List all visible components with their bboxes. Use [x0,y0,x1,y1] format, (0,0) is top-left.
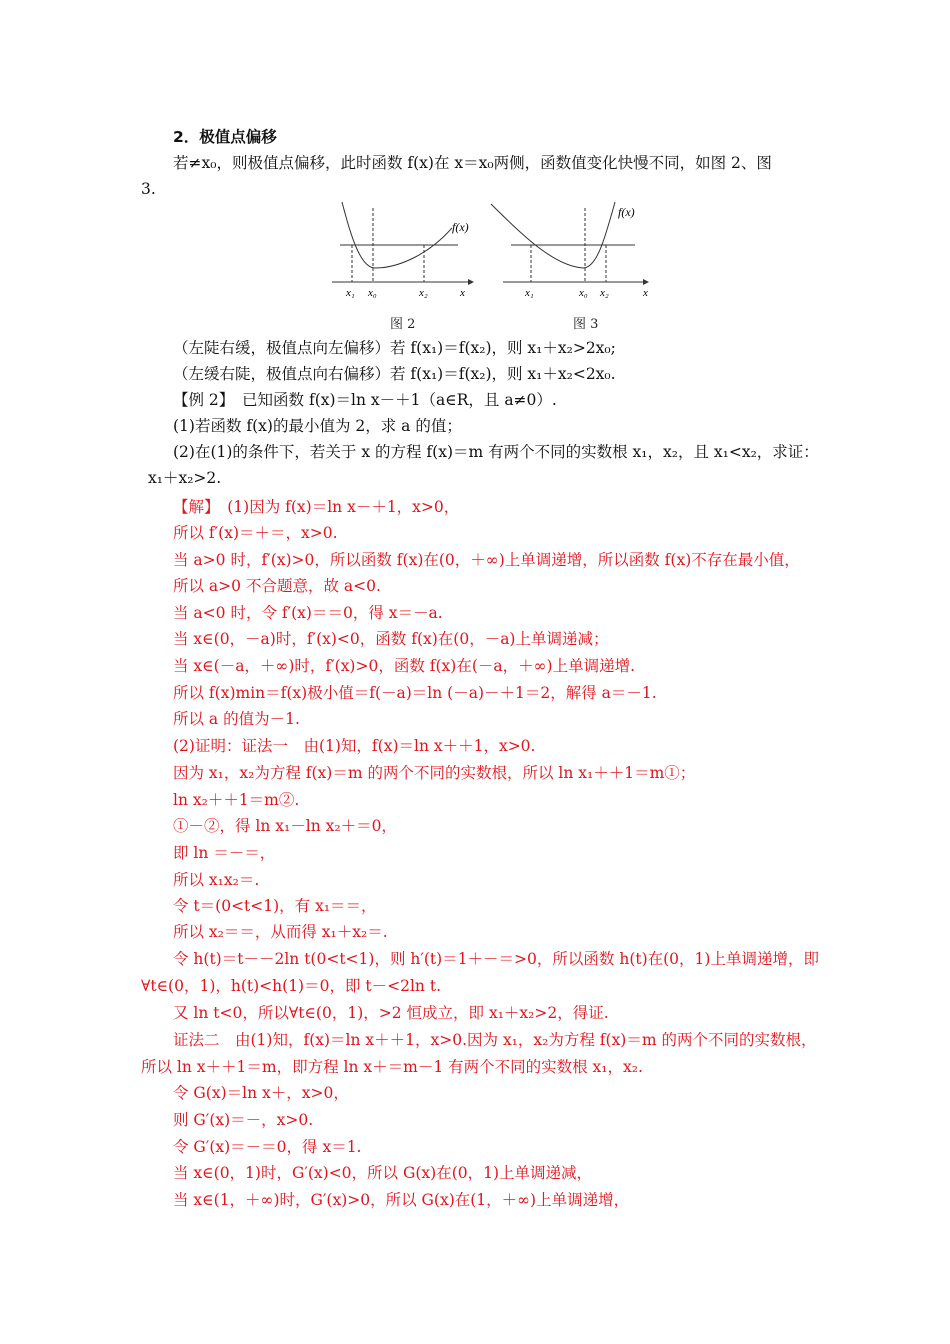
solution-line: (2)证明：证法一 由(1)知，f(x)＝ln x＋＋1，x>0. [173,737,536,755]
question-2-line-2: x₁＋x₂>2. [148,469,222,487]
solution-line: 当 a>0 时，f′(x)>0，所以函数 f(x)在(0，＋∞)上单调递增，所以函数 f(x)不存在最小值， [173,551,800,569]
solution-line: 令 G′(x)＝－＝0，得 x＝1. [173,1138,362,1156]
section-heading: 2．极值点偏移 [173,128,277,146]
curve-f [491,202,615,268]
example-title: 【例 2】 已知函数 f(x)＝ln x－＋1（a∈R，且 a≠0）. [173,391,557,409]
figure-2-graph [330,198,480,308]
axis-label-x: x [643,287,648,299]
figure-3-caption: 图 3 [573,317,599,332]
solution-line: 当 x∈(0，1)时，G′(x)<0，所以 G(x)在(0，1)上单调递减， [173,1164,593,1182]
axis-label-x: x [460,287,465,299]
solution-line: 所以 x₂＝＝，从而得 x₁＋x₂＝. [173,923,388,941]
curve-label: f(x) [452,220,469,234]
solution-line: 所以 a 的值为－1. [173,710,300,728]
solution-line: 令 t＝(0<t<1)，有 x₁＝＝， [173,897,377,915]
solution-line: 当 x∈(－a，＋∞)时，f′(x)>0，函数 f(x)在(－a，＋∞)上单调递增. [173,657,636,675]
solution-line: 即 ln ＝－＝， [173,844,276,862]
intro-line-1: 若≠x₀，则极值点偏移，此时函数 f(x)在 x＝x₀两侧，函数值变化快慢不同，如图 2、图 [173,154,772,172]
solution-line: ln x₂＋＋1＝m②. [173,791,300,809]
x-axis-arrow [643,279,649,285]
curve-label: f(x) [618,205,635,219]
solution-line: 所以 a>0 不合题意，故 a<0. [173,577,381,595]
solution-line: 所以 f(x)min＝f(x)极小值＝f(－a)＝ln (－a)－＋1＝2，解得 a＝－1. [173,684,657,702]
figure-2-caption: 图 2 [390,317,416,332]
solution-line: 所以 x₁x₂＝. [173,871,260,889]
solution-line: 【解】 (1)因为 f(x)＝ln x－＋1，x>0， [173,498,460,516]
tick-x2: x₂ [419,287,428,299]
question-2-line-1: (2)在(1)的条件下，若关于 x 的方程 f(x)＝m 有两个不同的实数根 x₁，x₂，且 x₁<x₂，求证： [173,443,819,461]
tick-x1: x₁ [525,287,534,299]
x-axis-arrow [468,279,474,285]
solution-line: 当 x∈(0，－a)时，f′(x)<0，函数 f(x)在(0，－a)上单调递减； [173,630,609,648]
rule-right-steep: （左缓右陡，极值点向右偏移）若 f(x₁)＝f(x₂)，则 x₁＋x₂<2x₀. [173,365,616,383]
solution-line: 因为 x₁，x₂为方程 f(x)＝m 的两个不同的实数根，所以 ln x₁＋＋1＝m①； [173,764,696,782]
question-1: (1)若函数 f(x)的最小值为 2，求 a 的值； [173,417,462,435]
solution-line: 当 a<0 时，令 f′(x)＝＝0，得 x＝－a. [173,604,443,622]
solution-line: ∀t∈(0，1)，h(t)<h(1)＝0，即 t－<2ln t. [141,977,441,995]
tick-x1: x₁ [346,287,355,299]
solution-line: 所以 ln x＋＋1＝m，即方程 ln x＋＝m－1 有两个不同的实数根 x₁，x₂. [141,1058,643,1076]
tick-x2: x₂ [600,287,609,299]
rule-left-steep: （左陡右缓，极值点向左偏移）若 f(x₁)＝f(x₂)，则 x₁＋x₂>2x₀; [173,339,616,357]
tick-x0: x₀ [368,287,377,299]
tick-x0: x₀ [579,287,588,299]
solution-line: ①－②，得 ln x₁－ln x₂＋＝0， [173,817,397,835]
solution-line: 又 ln t<0，所以∀t∈(0，1)，>2 恒成立，即 x₁＋x₂>2，得证. [173,1004,609,1022]
intro-line-2: 3. [141,180,156,198]
solution-line: 当 x∈(1，＋∞)时，G′(x)>0，所以 G(x)在(1，＋∞)上单调递增， [173,1191,630,1209]
solution-line: 则 G′(x)＝－，x>0. [173,1111,314,1129]
solution-line: 所以 f′(x)＝＋＝，x>0. [173,524,338,542]
solution-line: 令 h(t)＝t－－2ln t(0<t<1)，则 h′(t)＝1＋－＝>0，所以函数 h(t)在(0，1)上单调递增，即 [173,950,819,968]
curve-f [342,202,452,268]
solution-line: 证法二 由(1)知，f(x)＝ln x＋＋1，x>0.因为 x₁，x₂为方程 f(x)＝m 的两个不同的实数根， [173,1031,817,1049]
figure-3-graph [485,198,655,308]
solution-line: 令 G(x)＝ln x＋，x>0， [173,1084,349,1102]
